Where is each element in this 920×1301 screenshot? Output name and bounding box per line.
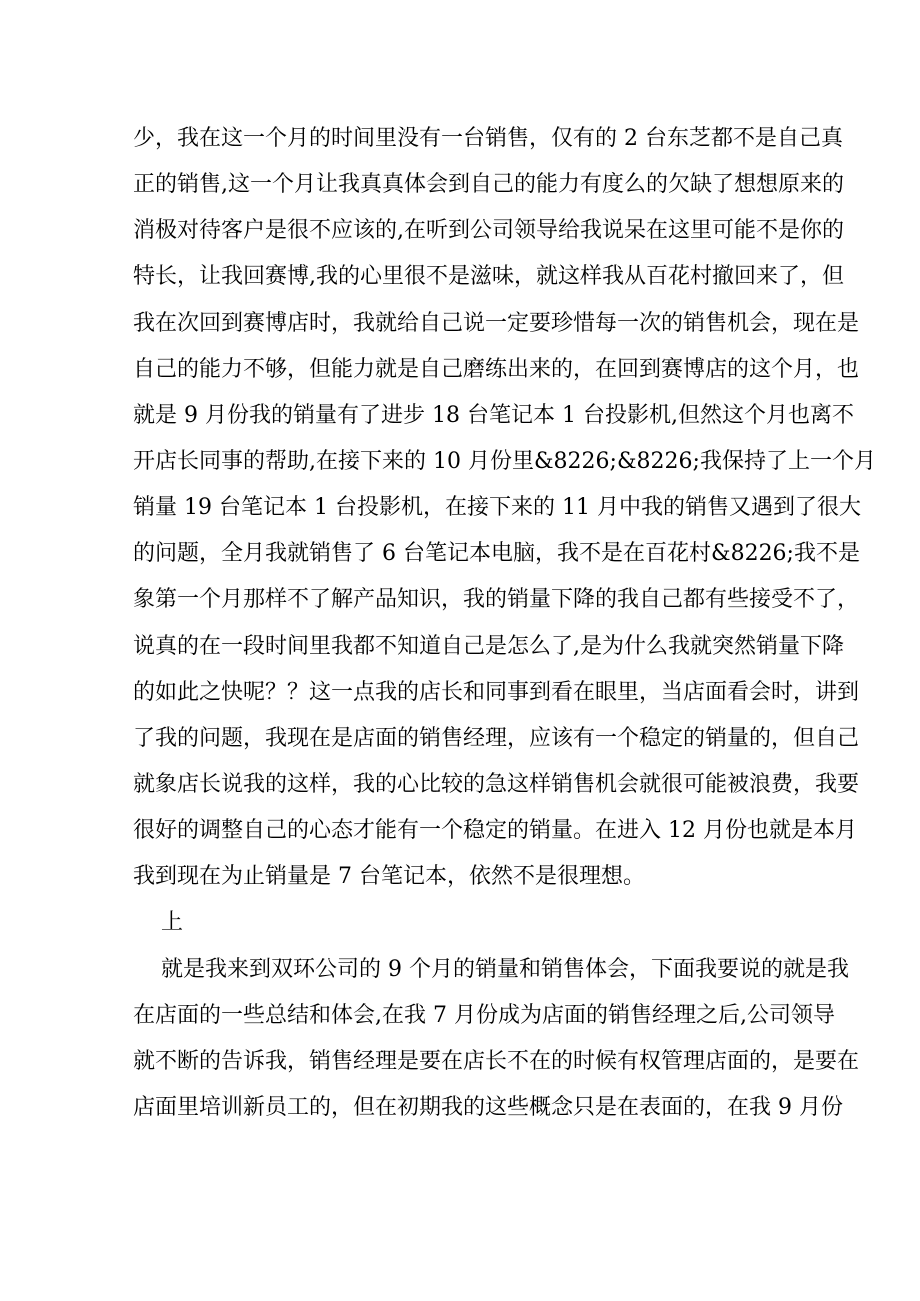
text-line: 就不断的告诉我，销售经理是要在店长不在的时候有权管理店面的，是要在 xyxy=(133,1048,860,1074)
text-line: 我在次回到赛博店时，我就给自己说一定要珍惜每一次的销售机会，现在是 xyxy=(133,310,860,336)
text-line: 象第一个月那样不了解产品知识，我的销量下降的我自己都有些接受不了， xyxy=(133,587,860,613)
text-line: 的如此之快呢？？这一点我的店长和同事到看在眼里，当店面看会时，讲到 xyxy=(133,679,860,705)
text-line: 就象店长说我的这样，我的心比较的急这样销售机会就很可能被浪费，我要 xyxy=(133,771,860,797)
text-line: 了我的问题，我现在是店面的销售经理，应该有一个稳定的销量的，但自己 xyxy=(133,725,860,751)
text-line: 店面里培训新员工的，但在初期我的这些概念只是在表面的，在我 9 月份 xyxy=(133,1094,843,1120)
document-body xyxy=(133,116,876,1131)
text-line: 消极对待客户是很不应该的,在听到公司领导给我说呆在这里可能不是你的 xyxy=(133,218,844,244)
text-line: 在店面的一些总结和体会,在我 7 月份成为店面的销售经理之后,公司领导 xyxy=(133,1002,835,1028)
text-line: 的问题，全月我就销售了 6 台笔记本电脑，我不是在百花村&8226;我不是 xyxy=(133,541,860,567)
text-line: 特长，让我回赛博,我的心里很不是滋味，就这样我从百花村撤回来了，但 xyxy=(133,264,844,290)
text-line: 自己的能力不够，但能力就是自己磨练出来的，在回到赛博店的这个月，也 xyxy=(133,356,860,382)
text-line: 就是 9 月份我的销量有了进步 18 台笔记本 1 台投影机,但然这个月也离不 xyxy=(133,402,854,428)
text-line: 销量 19 台笔记本 1 台投影机，在接下来的 11 月中我的销售又遇到了很大 xyxy=(133,495,861,521)
text-line: 正的销售,这一个月让我真真体会到自己的能力有度么的欠缺了想想原来的 xyxy=(133,172,844,198)
text-line: 我到现在为止销量是 7 台笔记本，依然不是很理想。 xyxy=(133,864,645,890)
text-line: 少，我在这一个月的时间里没有一台销售，仅有的 2 台东芝都不是自己真 xyxy=(133,126,843,151)
text-line: 说真的在一段时间里我都不知道自己是怎么了,是为什么我就突然销量下降 xyxy=(133,633,844,659)
text-line: 很好的调整自己的心态才能有一个稳定的销量。在进入 12 月份也就是本月 xyxy=(133,818,857,844)
section-heading: 上 xyxy=(161,910,184,936)
text-line: 就是我来到双环公司的 9 个月的销量和销售体会，下面我要说的就是我 xyxy=(161,956,849,982)
text-line: 开店长同事的帮助,在接下来的 10 月份里&8226;&8226;我保持了上一个月 xyxy=(133,448,876,474)
